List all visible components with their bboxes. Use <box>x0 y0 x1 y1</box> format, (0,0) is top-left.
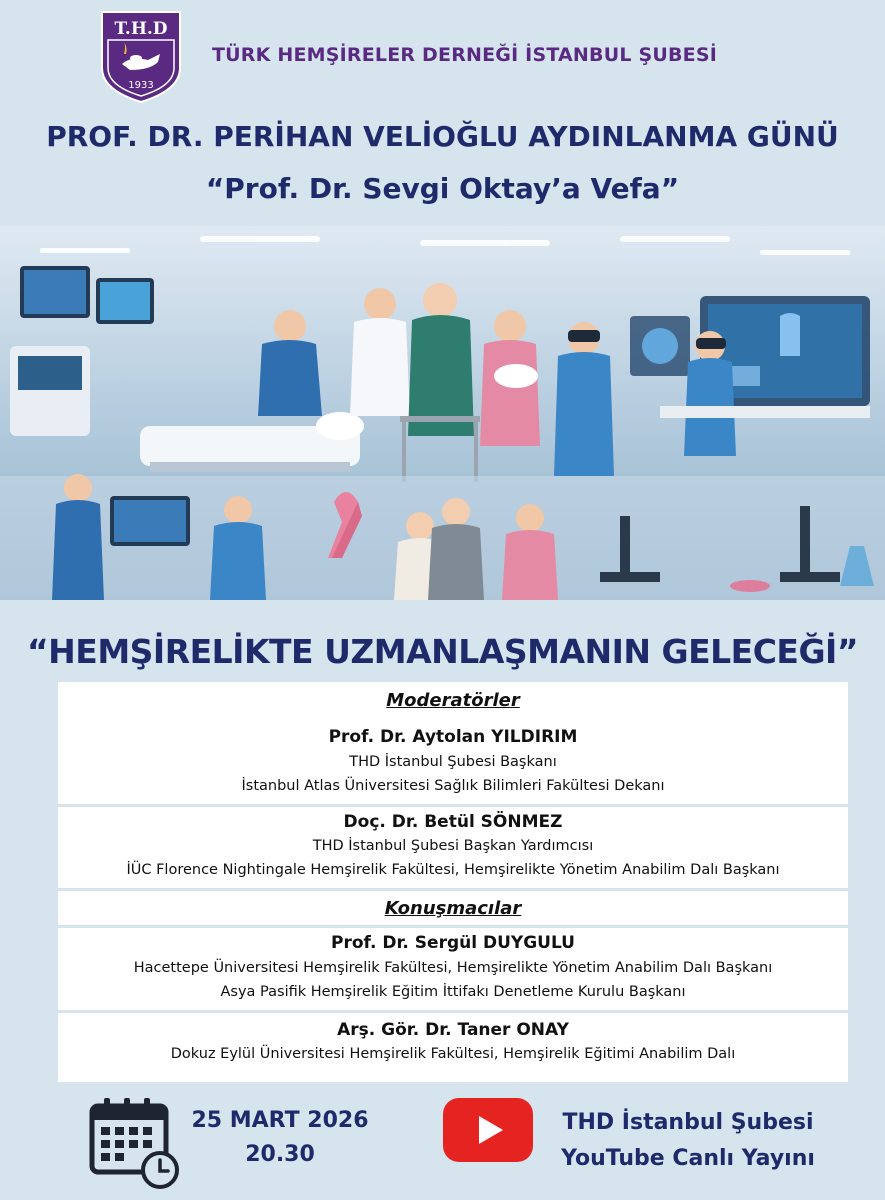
divider <box>58 804 848 807</box>
moderator-name: Prof. Dr. Aytolan YILDIRIM <box>328 727 578 747</box>
event-date: 25 MART 2026 <box>191 1108 369 1133</box>
header <box>0 0 885 110</box>
org-name: TÜRK HEMŞİRELER DERNEĞİ İSTANBUL ŞUBESİ <box>212 44 717 66</box>
event-title: PROF. DR. PERİHAN VELİOĞLU AYDINLANMA GÜNÜ <box>46 120 839 153</box>
divider <box>58 888 848 891</box>
main-heading: “HEMŞİRELİKTE UZMANLAŞMANIN GELECEĞİ” <box>26 632 859 671</box>
footer <box>0 1090 885 1200</box>
divider <box>58 1010 848 1013</box>
event-subtitle: “Prof. Dr. Sevgi Oktay’a Vefa” <box>205 172 680 205</box>
speaker-affiliation: Hacettepe Üniversitesi Hemşirelik Fakültesi, Hemşirelikte Yönetim Anabilim Dalı Başkanı <box>133 960 773 976</box>
youtube-channel-name: THD İstanbul Şubesi <box>562 1110 814 1135</box>
youtube-play-icon[interactable] <box>443 1098 533 1167</box>
speakers-panel <box>58 682 848 1082</box>
youtube-live-label: YouTube Canlı Yayını <box>561 1146 815 1171</box>
logo-text: T.H.D <box>114 19 168 39</box>
speaker-name: Arş. Gör. Dr. Taner ONAY <box>337 1020 569 1040</box>
speakers-section-label: Konuşmacılar <box>384 898 522 919</box>
divider <box>58 925 848 928</box>
hero-illustration <box>0 226 885 600</box>
moderator-name: Doç. Dr. Betül SÖNMEZ <box>343 812 563 832</box>
moderators-section-label: Moderatörler <box>386 690 520 711</box>
event-time: 20.30 <box>245 1142 315 1167</box>
speaker-affiliation: Asya Pasifik Hemşirelik Eğitim İttifakı Denetleme Kurulu Başkanı <box>220 984 686 1000</box>
moderator-affiliation: İstanbul Atlas Üniversitesi Sağlık Bilimleri Fakültesi Dekanı <box>241 778 665 794</box>
speaker-name: Prof. Dr. Sergül DUYGULU <box>330 933 575 953</box>
moderator-affiliation: İÜC Florence Nightingale Hemşirelik Fakültesi, Hemşirelikte Yönetim Anabilim Dalı Başkanı <box>126 862 780 878</box>
thd-logo <box>100 10 182 104</box>
moderator-affiliation: THD İstanbul Şubesi Başkan Yardımcısı <box>312 838 594 854</box>
logo-year: 1933 <box>128 80 154 91</box>
speaker-affiliation: Dokuz Eylül Üniversitesi Hemşirelik Fakültesi, Hemşirelik Eğitimi Anabilim Dalı <box>170 1046 736 1062</box>
calendar-clock-icon <box>88 1096 184 1197</box>
moderator-affiliation: THD İstanbul Şubesi Başkanı <box>349 754 557 770</box>
